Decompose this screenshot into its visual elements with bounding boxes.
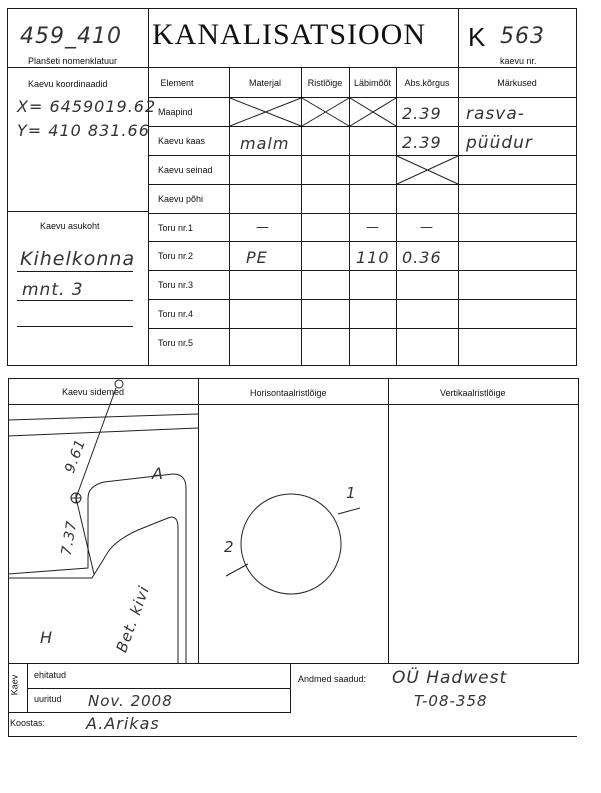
coord-y: Y= 410 831.66 [17,121,150,140]
abs-toru1: — [420,220,434,235]
data-code: T-08-358 [414,692,488,710]
data-from-label: Andmed saadud: [298,674,367,684]
pipe-1-label: 1 [346,484,357,502]
vertical-label: Vertikaalristlõige [440,388,506,398]
well-number: 563 [500,24,545,49]
location-line2: mnt. 3 [22,280,84,300]
col-header-element: Element [160,78,194,88]
nomenclature-value: 459_410 [20,24,122,49]
material-toru1: — [256,220,270,235]
col-header-notes: Märkused [497,78,537,88]
material-kaas: malm [240,134,290,153]
row-label-toru-4: Toru nr.4 [158,309,194,319]
col-header-material: Materjal [248,78,281,88]
horizontal-section-drawing [198,404,388,663]
pipe-2-label: 2 [224,538,235,556]
kaev-label: Kaev [9,674,20,696]
diameter-toru2: 110 [356,248,390,267]
row-label-kaevu-pohi: Kaevu põhi [158,194,204,204]
distance-2: 7.37 [58,519,81,557]
area-h-label: H [40,628,54,647]
row-label-maapind: Maapind [158,107,193,117]
well-number-label: kaevu nr. [500,56,537,66]
notes-kaas: püüdur [466,133,533,153]
road-label: Bet. kivi [112,583,154,655]
coords-label: Kaevu koordinaadid [28,79,108,89]
abs-toru2: 0.36 [402,248,442,267]
abs-maapind: 2.39 [402,104,442,123]
area-a-label: A [152,464,164,483]
row-label-toru-1: Toru nr.1 [158,223,194,233]
author-label: Koostas: [10,718,46,728]
row-label-kaevu-kaas: Kaevu kaas [158,136,206,146]
col-header-abs: Abs.kõrgus [404,78,450,88]
horizontal-label: Horisontaalristlõige [250,388,327,398]
abs-kaas: 2.39 [402,133,442,152]
surveyed-value: Nov. 2008 [88,692,173,710]
distance-1: 9.61 [62,436,90,476]
notes-maapind: rasva- [466,104,525,124]
location-line1: Kihelkonna [20,248,136,270]
row-label-toru-3: Toru nr.3 [158,280,194,290]
row-label-toru-2: Toru nr.2 [158,251,194,261]
data-from-value: OÜ Hadwest [392,668,508,688]
built-label: ehitatud [34,670,67,680]
col-header-diameter: Läbimõõt [353,78,392,88]
surveyed-label: uuritud [34,694,62,704]
row-label-kaevu-seinad: Kaevu seinad [158,165,213,175]
page-title: KANALISATSIOON [152,18,426,51]
nomenclature-label: Planšeti nomenklatuur [28,56,118,66]
ties-label: Kaevu sidemed [62,387,125,397]
material-toru2: PE [246,248,268,267]
location-label: Kaevu asukoht [40,221,100,231]
row-label-toru-5: Toru nr.5 [158,338,194,348]
ties-sketch [8,378,198,664]
well-letter: K [468,22,486,52]
coord-x: X= 6459019.62 [17,97,157,116]
author-value: A.Arikas [86,714,160,733]
col-header-cross: Ristlõige [307,78,343,88]
diameter-toru1: — [366,220,380,235]
